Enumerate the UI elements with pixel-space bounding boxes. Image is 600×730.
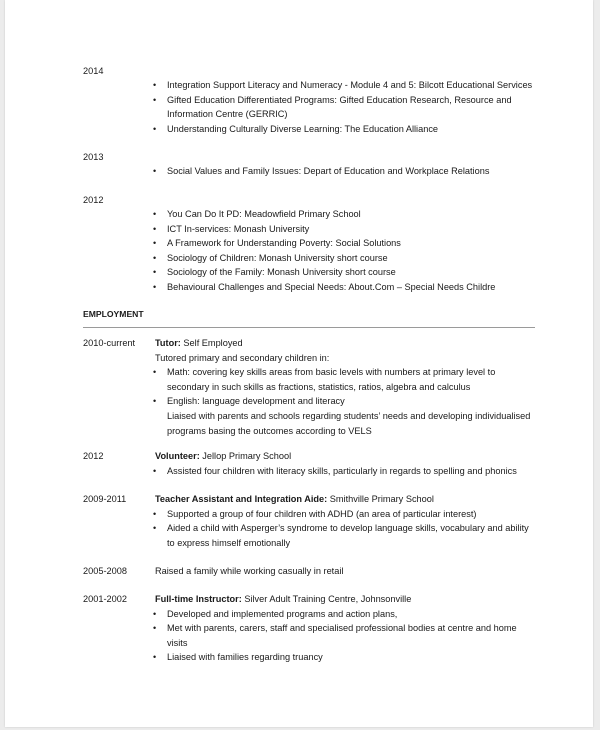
entry-body bbox=[153, 564, 533, 579]
course-list bbox=[153, 78, 543, 136]
entry-title bbox=[153, 592, 533, 607]
bullet-icon: • bbox=[153, 166, 157, 176]
course-list bbox=[153, 207, 543, 295]
entry-continuation: Liaised with parents and schools regarding students’ needs and developing individualised programs basing the outcomes according to VELS bbox=[167, 410, 531, 436]
bullet-icon: • bbox=[153, 396, 157, 407]
entry-title bbox=[153, 492, 533, 507]
bullet-icon: • bbox=[153, 623, 157, 634]
bullet-icon: • bbox=[153, 608, 157, 619]
bullet-icon: • bbox=[153, 465, 157, 476]
entry-title bbox=[153, 336, 533, 351]
list-item: • Behavioural Challenges and Special Needs: About.Com – Special Needs Childre bbox=[153, 280, 543, 295]
entry-body bbox=[153, 592, 533, 665]
organisation: Self Employed bbox=[180, 338, 243, 348]
list-item: • Supported a group of four children with ADHD (an area of particular interest) bbox=[153, 507, 533, 522]
bullet-icon: • bbox=[153, 267, 157, 278]
bullet-icon: • bbox=[153, 223, 157, 234]
entry-date: 2009-2011 bbox=[83, 494, 127, 504]
course-list bbox=[153, 164, 543, 179]
entry-body bbox=[153, 492, 533, 550]
entry-text: Raised a family while working casually in retail bbox=[155, 566, 344, 576]
list-item: • Aided a child with Asperger’s syndrome to develop language skills, vocabulary and ability to express himself emotionally bbox=[153, 523, 529, 548]
entry-title bbox=[153, 449, 533, 464]
bullet-icon: • bbox=[153, 238, 157, 249]
list-item: • Gifted Education Differentiated Programs: Gifted Education Research, Resource and Information Centre (GERRIC) bbox=[153, 94, 512, 120]
duty-list bbox=[153, 607, 533, 665]
bullet-icon: • bbox=[153, 94, 157, 105]
role-title: Tutor: bbox=[155, 338, 181, 348]
bullet-icon: • bbox=[153, 523, 157, 534]
list-item: • Integration Support Literacy and Numeracy - Module 4 and 5: Bilcott Educational Services bbox=[153, 78, 543, 93]
bullet-icon: • bbox=[153, 508, 157, 519]
organisation: Jellop Primary School bbox=[199, 451, 292, 461]
list-item: • A Framework for Understanding Poverty: Social Solutions bbox=[153, 236, 543, 251]
bullet-icon: • bbox=[153, 80, 157, 90]
role-title: Teacher Assistant and Integration Aide: bbox=[155, 494, 328, 504]
bullet-icon: • bbox=[153, 209, 157, 219]
duty-list bbox=[153, 365, 533, 409]
list-item: • English: language development and literacy bbox=[153, 394, 533, 409]
list-item: • Assisted four children with literacy skills, particularly in regards to spelling and phonics bbox=[153, 464, 533, 479]
list-item: • Social Values and Family Issues: Depart of Education and Workplace Relations bbox=[153, 164, 543, 179]
bullet-icon: • bbox=[153, 123, 157, 134]
list-item: • Understanding Culturally Diverse Learning: The Education Alliance bbox=[153, 122, 543, 137]
entry-date: 2010-current bbox=[83, 338, 136, 348]
resume-page bbox=[5, 0, 593, 727]
duty-list bbox=[153, 464, 533, 479]
list-item: • You Can Do It PD: Meadowfield Primary School bbox=[153, 207, 543, 222]
year-label: 2012 bbox=[83, 195, 104, 205]
year-label: 2013 bbox=[83, 152, 104, 162]
organisation: Silver Adult Training Centre, Johnsonville bbox=[241, 594, 412, 604]
bullet-icon: • bbox=[153, 252, 157, 263]
organisation: Smithville Primary School bbox=[327, 494, 434, 504]
section-divider bbox=[83, 327, 535, 328]
role-title: Volunteer: bbox=[155, 451, 200, 461]
entry-body bbox=[153, 336, 533, 438]
entry-body bbox=[153, 449, 533, 478]
list-item: • Sociology of Children: Monash University short course bbox=[153, 251, 543, 266]
list-item: • ICT In-services: Monash University bbox=[153, 222, 543, 237]
list-item: • Sociology of the Family: Monash University short course bbox=[153, 265, 543, 280]
section-heading-employment: EMPLOYMENT bbox=[83, 309, 144, 319]
list-item: • Liaised with families regarding truancy bbox=[153, 650, 533, 665]
year-label: 2014 bbox=[83, 66, 104, 76]
list-item: • Math: covering key skills areas from basic levels with numbers at primary level to secondary in such skills as fractions, statistics, ratios, algebra and calculus bbox=[153, 367, 496, 392]
list-item: • Met with parents, carers, staff and specialised professional bodies at centre and home visits bbox=[153, 623, 517, 648]
entry-date: 2001-2002 bbox=[83, 594, 127, 604]
bullet-icon: • bbox=[153, 367, 157, 378]
list-item: • Developed and implemented programs and action plans, bbox=[153, 607, 533, 622]
duty-list bbox=[153, 507, 533, 551]
entry-date: 2005-2008 bbox=[83, 566, 127, 576]
entry-date: 2012 bbox=[83, 451, 104, 461]
bullet-icon: • bbox=[153, 652, 157, 663]
entry-intro: Tutored primary and secondary children in: bbox=[155, 352, 330, 363]
bullet-icon: • bbox=[153, 281, 157, 292]
role-title: Full-time Instructor: bbox=[155, 594, 242, 604]
